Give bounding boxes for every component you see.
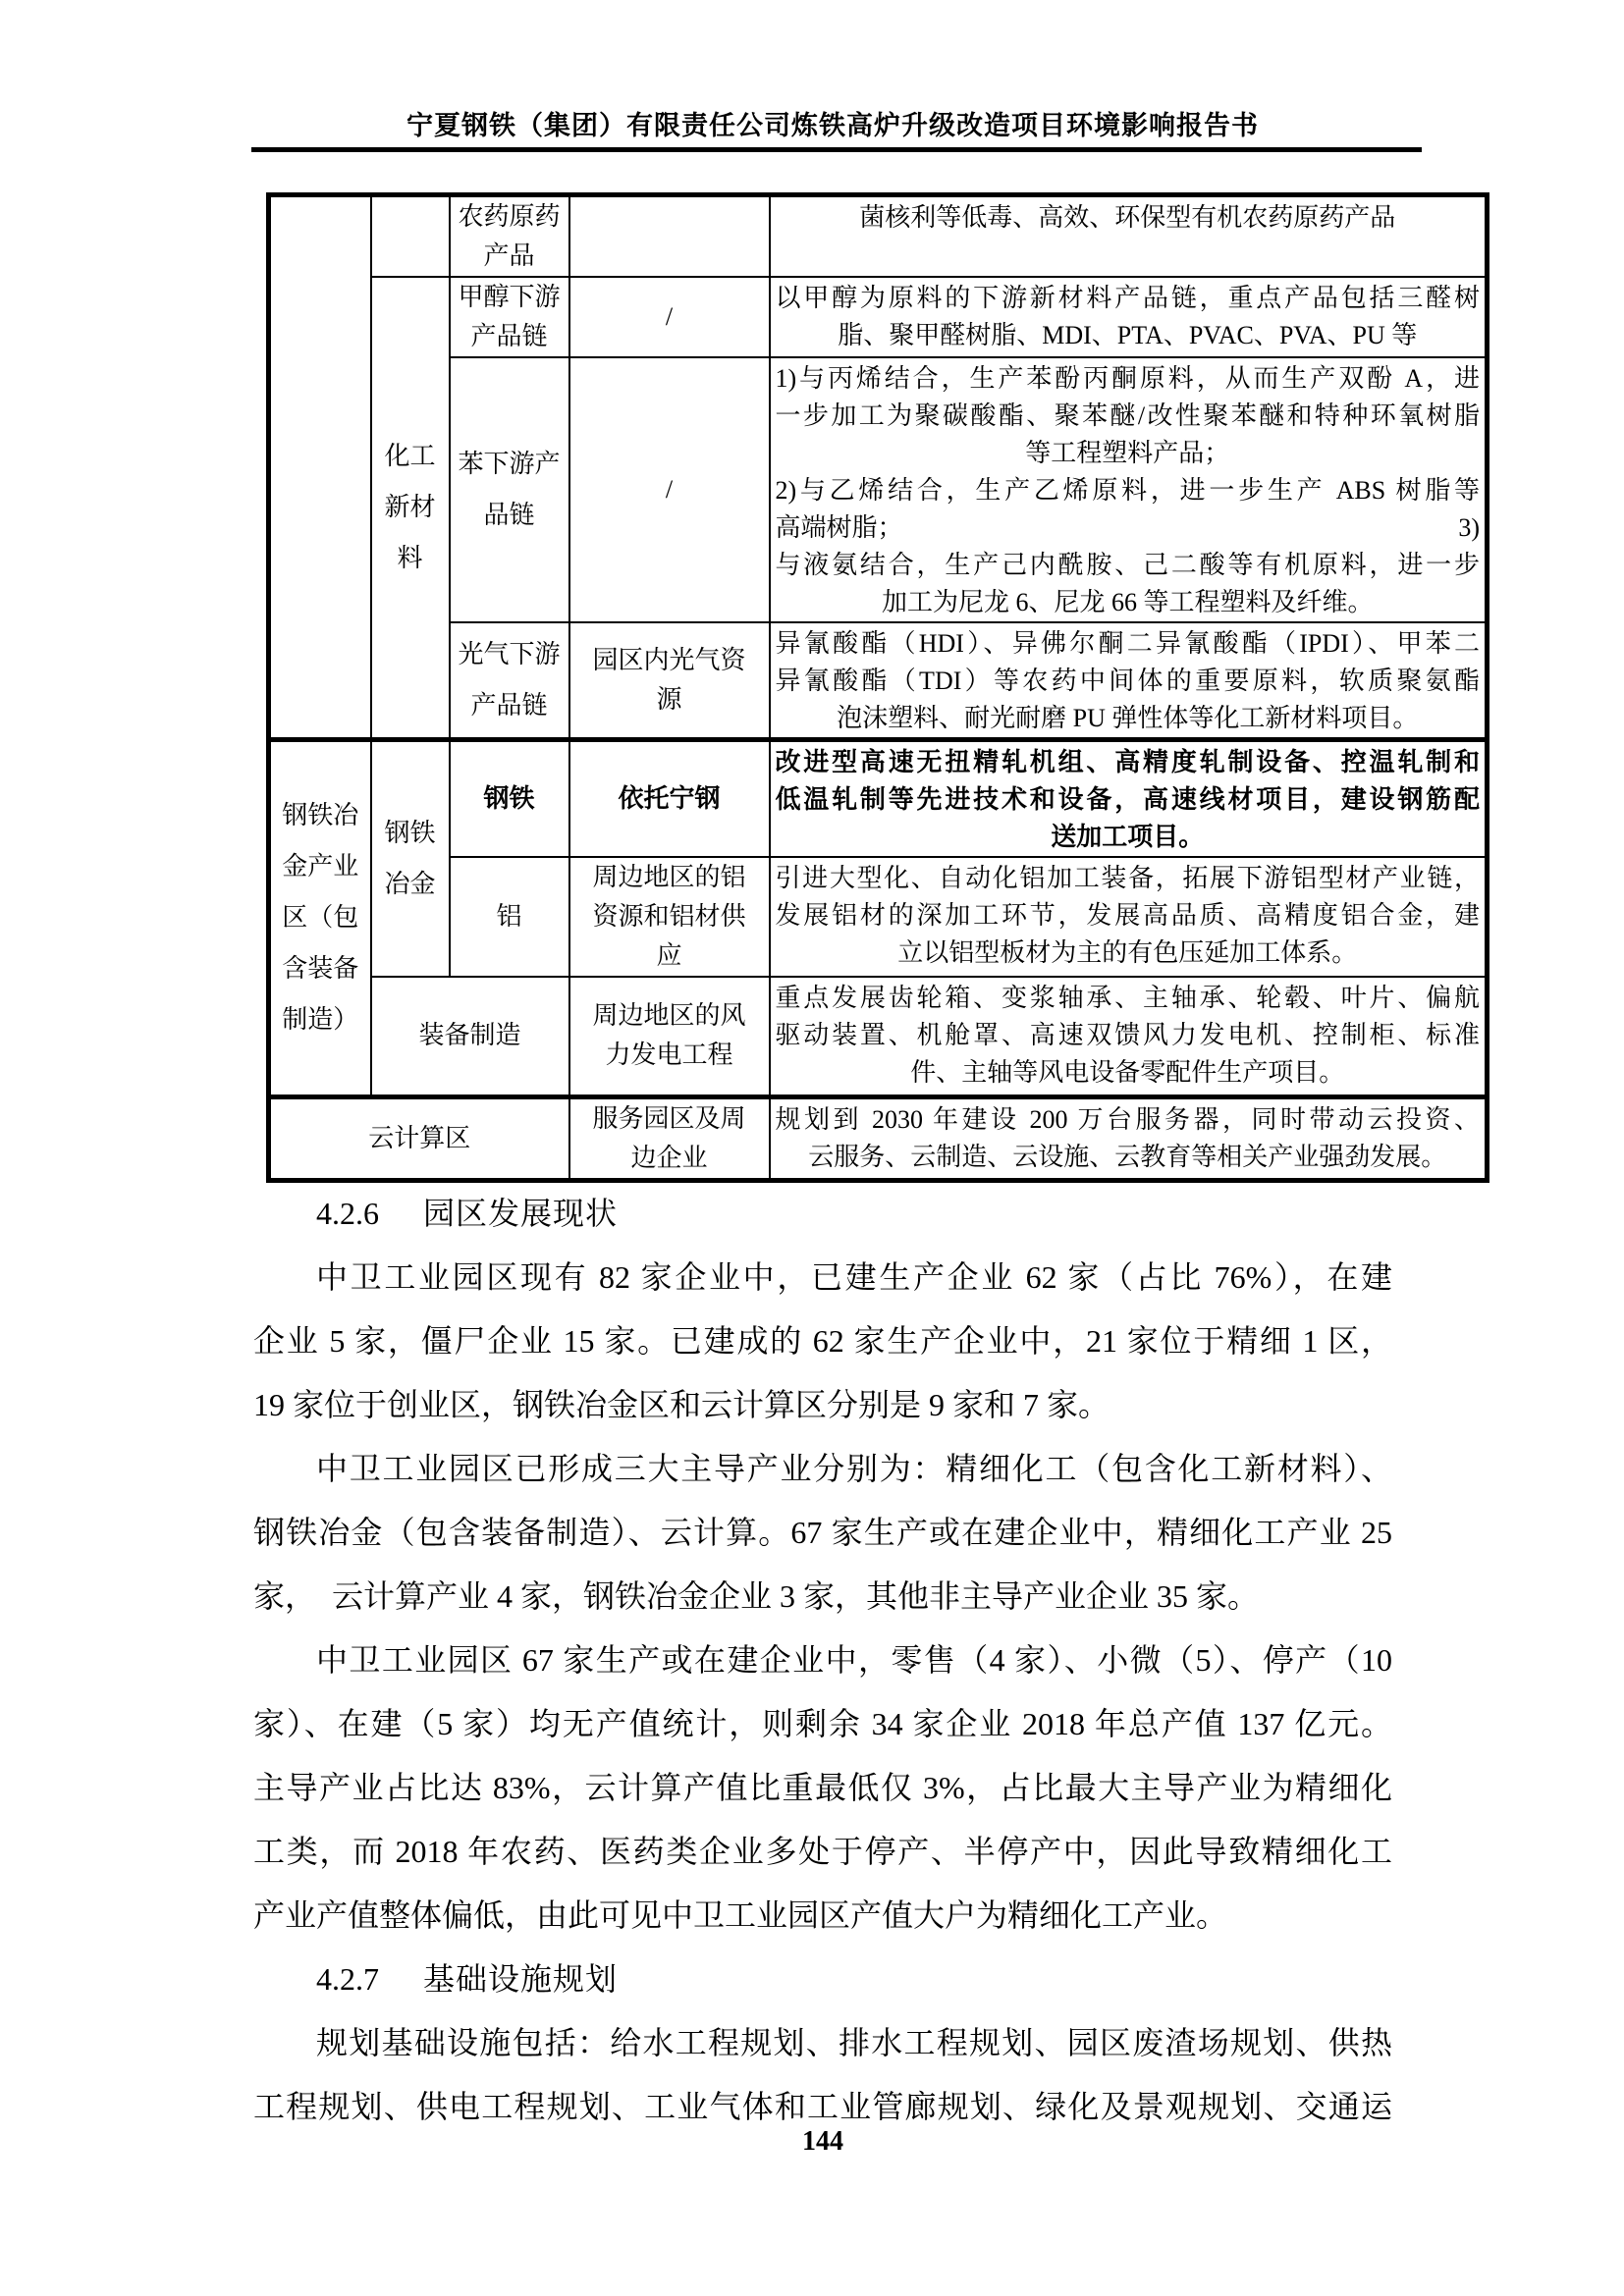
text-line: 依托宁钢: [618, 784, 721, 813]
text-line: 送加工项目。: [1051, 823, 1205, 851]
table-row: [269, 740, 1488, 858]
text-line: 与液氨结合，生产己内酰胺、己二酸等有机原料，进一步: [775, 551, 1480, 579]
paragraph-output-value: [253, 1629, 1392, 1948]
text-line: 云服务、云制造、云设施、云教育等相关产业强劲发展。: [808, 1142, 1447, 1171]
cell-steel-metallurgy-label: [371, 740, 450, 978]
text-line: 周边地区的风: [592, 1001, 746, 1031]
table-row: [269, 977, 1488, 1096]
text-line: 等工程塑料产品；: [1025, 439, 1230, 467]
cell-steel-resource: [569, 740, 770, 858]
text-line: 钢铁冶: [282, 801, 359, 830]
table-row: [269, 1096, 1488, 1180]
text-line: 重点发展齿轮箱、变浆轴承、主轴承、轮毂、叶片、偏航: [775, 984, 1480, 1012]
text-line: 规划基础设施包括：给水工程规划、排水工程规划、园区废渣场规划、供热: [316, 2025, 1392, 2060]
table-row: [269, 857, 1488, 977]
paragraph-leading-industries: [253, 1437, 1392, 1629]
text-line: 发展铝材的深加工环节，发展高品质、高精度铝合金，建: [775, 901, 1480, 930]
text-line: 工程规划、供电工程规划、工业气体和工业管廊规划、绿化及景观规划、交通运: [253, 2089, 1392, 2124]
text-line: 品链: [483, 501, 535, 529]
cell-benzene-chain-desc: [770, 357, 1488, 622]
text-line: /: [665, 475, 674, 504]
text-line: 资源和铝材供: [592, 902, 746, 931]
text-line: 以甲醇为原料的下游新材料产品链，重点产品包括三醛树: [775, 284, 1480, 312]
text-line: 驱动装置、机舱罩、高速双馈风力发电机、控制柜、标准: [775, 1021, 1480, 1049]
text-line: 产品链: [470, 322, 548, 350]
cell-steel-label: [450, 740, 569, 858]
text-line: 菌核利等低毒、高效、环保型有机农药原药产品: [859, 203, 1396, 232]
text-line: 1)与丙烯结合，生产苯酚丙酮原料，从而生产双酚 A，进: [775, 364, 1480, 393]
text-line: 脂、聚甲醛树脂、MDI、PTA、PVAC、PVA、PU 等: [838, 321, 1418, 349]
text-line: 家， 云计算产业 4 家，钢铁冶金企业 3 家，其他非主导产业企业 35 家。: [253, 1578, 1260, 1614]
text-line: 引进大型化、自动化铝加工装备，拓展下游铝型材产业链，: [775, 864, 1480, 892]
text-line: 园区内光气资: [592, 646, 746, 674]
text-line: 19 家位于创业区，钢铁冶金区和云计算区分别是 9 家和 7 家。: [253, 1387, 1110, 1422]
text-line: 企业 5 家，僵尸企业 15 家。已建成的 62 家生产企业中，21 家位于精细 1 区，: [253, 1323, 1392, 1359]
text-line: 钢铁冶金（包含装备制造）、云计算。67 家生产或在建企业中，精细化工产业 25: [253, 1515, 1392, 1550]
cell-zone-continued: [269, 195, 371, 740]
text-line: 工类，而 2018 年农药、医药类企业多处于停产、半停产中，因此导致精细化工: [253, 1834, 1392, 1869]
table-row: [269, 622, 1488, 740]
table-row: [269, 195, 1488, 278]
cell-equipment-resource: [569, 977, 770, 1096]
cell-cloud-resource: [569, 1096, 770, 1180]
cell-equipment-desc: [770, 977, 1488, 1096]
cell-methanol-resource-slash: [569, 277, 770, 357]
text-line: 产品链: [470, 691, 548, 720]
text-line: 家）、在建（5 家）均无产值统计，则剩余 34 家企业 2018 年总产值 137 亿元。: [253, 1706, 1392, 1741]
cell-equipment-mfg-label: [371, 977, 569, 1096]
cell-steel-zone-label: [269, 740, 371, 1097]
text-line: 苯下游产: [458, 450, 561, 478]
text-line: 异氰酸酯（TDI）等农药中间体的重要原料，软质聚氨酯: [775, 667, 1480, 695]
text-line: 云计算区: [368, 1123, 471, 1152]
text-line: 高端树脂； 3): [775, 513, 1480, 542]
text-line: 异氰酸酯（HDI）、异佛尔酮二异氰酸酯（IPDI）、甲苯二: [775, 629, 1480, 658]
text-line: 铝: [496, 902, 522, 931]
text-line: 含装备: [282, 954, 359, 984]
text-line: 一步加工为聚碳酸酯、聚苯醚/改性聚苯醚和特种环氧树脂: [775, 401, 1480, 430]
text-line: 改进型高速无扭精轧机组、高精度轧制设备、控温轧制和: [775, 748, 1480, 776]
text-line: 料: [397, 544, 423, 572]
text-line: 加工为尼龙 6、尼龙 66 等工程塑料及纤维。: [881, 588, 1374, 616]
text-line: 制造）: [282, 1005, 359, 1035]
section-number: 4.2.7: [316, 1961, 379, 1997]
text-line: 2)与乙烯结合，生产乙烯原料，进一步生产 ABS 树脂等: [775, 476, 1480, 505]
text-line: 冶金: [384, 870, 436, 898]
text-line: 规划到 2030 年建设 200 万台服务器，同时带动云投资、: [775, 1104, 1480, 1134]
text-line: 中卫工业园区已形成三大主导产业分别为：精细化工（包含化工新材料）、: [316, 1451, 1392, 1486]
text-line: 新材: [384, 493, 436, 521]
text-line: 钢铁: [384, 819, 436, 847]
text-line: 光气下游: [458, 640, 561, 668]
section-title: 基础设施规划: [423, 1961, 619, 1997]
paragraph-infrastructure-planning: [253, 2011, 1392, 2139]
section-number: 4.2.6: [316, 1196, 379, 1231]
cell-chem-new-materials-label: [371, 277, 450, 740]
table-row: [269, 357, 1488, 622]
text-line: 力发电工程: [605, 1041, 733, 1070]
text-line: 中卫工业园区现有 82 家企业中，已建生产企业 62 家（占比 76%），在建: [316, 1259, 1392, 1295]
industry-planning-table: [266, 192, 1489, 1183]
cell-benzene-resource-slash: [569, 357, 770, 622]
text-line: 中卫工业园区 67 家生产或在建企业中，零售（4 家）、小微（5）、停产（10: [316, 1642, 1392, 1678]
text-line: 低温轧制等先进技术和设备，高速线材项目，建设钢筋配: [775, 785, 1480, 814]
cell-aluminum-desc: [770, 857, 1488, 977]
cell-resource-empty: [569, 195, 770, 278]
doc-header-rule: [251, 147, 1422, 152]
doc-header-title: 宁夏钢铁（集团）有限责任公司炼铁高炉升级改造项目环境影响报告书: [406, 111, 1259, 140]
section-heading-4-2-7: [253, 1948, 1392, 2011]
paragraph-park-status: [253, 1246, 1392, 1437]
text-line: 泡沫塑料、耐光耐磨 PU 弹性体等化工新材料项目。: [837, 704, 1419, 732]
cell-aluminum-label: [450, 857, 569, 977]
cell-phosgene-chain-label: [450, 622, 569, 740]
body-text: [253, 1182, 1392, 2139]
text-line: 产品: [483, 241, 535, 270]
text-line: 产业产值整体偏低，由此可见中卫工业园区产值大户为精细化工产业。: [253, 1897, 1228, 1933]
text-line: 农药原药: [458, 202, 561, 231]
text-line: 服务园区及周: [592, 1103, 746, 1133]
cell-phosgene-resource: [569, 622, 770, 740]
cell-methanol-chain-desc: [770, 277, 1488, 357]
text-line: 装备制造: [418, 1021, 521, 1050]
text-line: 主导产业占比达 83%，云计算产值比重最低仅 3%，占比最大主导产业为精细化: [253, 1770, 1392, 1805]
cell-cloud-zone-label: [269, 1096, 569, 1180]
cell-aluminum-resource: [569, 857, 770, 977]
text-line: 金产业: [282, 852, 359, 881]
section-title: 园区发展现状: [423, 1196, 619, 1231]
text-line: 钢铁: [483, 784, 535, 813]
text-line: 立以铝型板材为主的有色压延加工体系。: [897, 938, 1358, 967]
section-heading-4-2-6: [253, 1182, 1392, 1246]
cell-phosgene-chain-desc: [770, 622, 1488, 740]
cell-category-continued: [371, 195, 450, 278]
cell-steel-desc: [770, 740, 1488, 858]
cell-pesticide-products-desc: [770, 195, 1488, 278]
text-line: 化工: [384, 442, 436, 470]
text-line: 甲醇下游: [458, 283, 561, 311]
cell-benzene-chain-label: [450, 357, 569, 622]
text-line: /: [665, 302, 674, 331]
text-line: 源: [656, 685, 682, 714]
text-line: 边企业: [630, 1143, 708, 1172]
text-line: 应: [656, 941, 682, 970]
text-line: 区（包: [282, 903, 359, 933]
page-number: 144: [802, 2126, 843, 2157]
cell-cloud-desc: [770, 1096, 1488, 1180]
text-line: 周边地区的铝: [592, 863, 746, 891]
text-line: 件、主轴等风电设备零配件生产项目。: [910, 1058, 1345, 1087]
cell-pesticide-products-label: [450, 195, 569, 278]
cell-methanol-chain-label: [450, 277, 569, 357]
table-row: [269, 277, 1488, 357]
